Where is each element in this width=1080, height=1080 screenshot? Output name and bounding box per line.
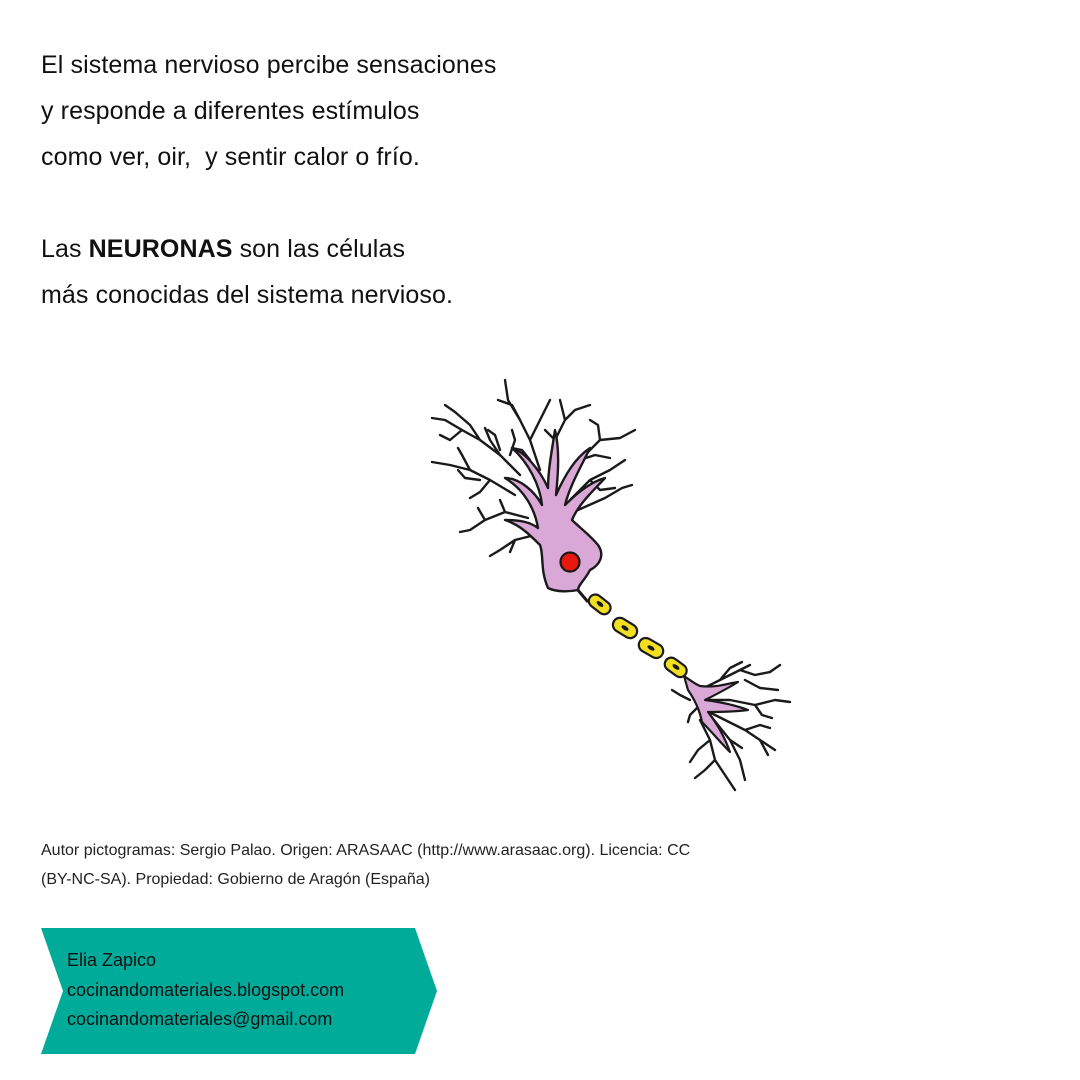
neuron-suffix: son las células bbox=[232, 235, 406, 263]
neuron-icon bbox=[410, 370, 830, 800]
intro-text bbox=[41, 42, 661, 318]
author-info bbox=[67, 946, 344, 1035]
cell-body bbox=[505, 430, 605, 591]
axon bbox=[577, 589, 748, 752]
nucleus bbox=[561, 553, 580, 572]
credits-line-2: (BY-NC-SA). Propiedad: Gobierno de Aragón (España) bbox=[41, 871, 430, 888]
credits-line-1: Autor pictogramas: Sergio Palao. Origen: ARASAAC (http://www.arasaac.org). Licencia: CC bbox=[41, 842, 691, 859]
neuronas-keyword: NEURONAS bbox=[88, 235, 233, 263]
neuron-prefix: Las bbox=[41, 235, 89, 263]
neuron-illustration bbox=[410, 370, 830, 800]
pictogram-credits bbox=[41, 836, 861, 894]
intro-line-1: El sistema nervioso percibe sensaciones bbox=[41, 51, 497, 79]
neuron-definition-line bbox=[41, 226, 661, 272]
author-blog-link[interactable]: cocinandomateriales.blogspot.com bbox=[67, 979, 345, 1000]
paragraph-gap bbox=[41, 180, 661, 226]
neuron-definition-line-2: más conocidas del sistema nervioso. bbox=[41, 281, 454, 309]
intro-line-2: y responde a diferentes estímulos bbox=[41, 97, 420, 125]
author-email-link[interactable]: cocinandomateriales@gmail.com bbox=[67, 1009, 333, 1029]
author-banner bbox=[41, 928, 437, 1054]
author-name: Elia Zapico bbox=[67, 950, 157, 970]
intro-line-3: como ver, oir, y sentir calor o frío. bbox=[41, 143, 420, 171]
dendrite-branches bbox=[432, 380, 790, 790]
